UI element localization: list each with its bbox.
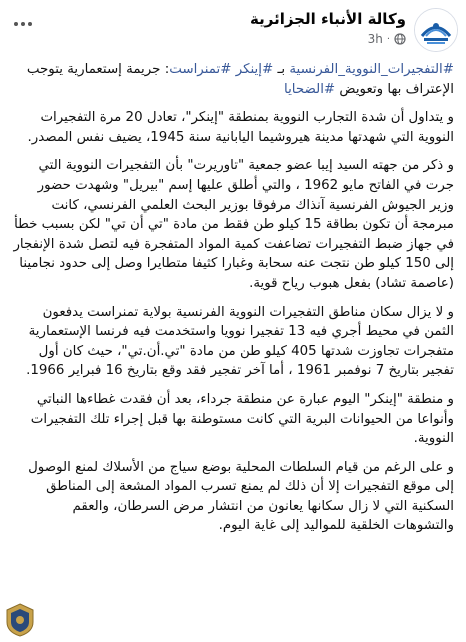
post-header <box>8 6 458 54</box>
more-options-icon[interactable] <box>8 14 38 34</box>
post-time[interactable]: 3h <box>367 32 383 46</box>
post-paragraph: و على الرغم من قيام السلطات المحلية بوضع سياج من الأسلاك لمنع الوصول إلى موقع التفجيرات إلا أن ذلك لم يمنع تسرب المواد المشعة إلى المناطق السكنية التي لا زال سكانها يعانون من انتشار مرض السرطان، والعقم والتشوهات الخلقية للمواليد إلى غاية اليوم. <box>28 459 454 534</box>
post-title <box>12 60 454 99</box>
meta-separator: · <box>386 33 390 45</box>
hashtag-inker[interactable]: #إينكر <box>235 62 274 77</box>
hashtag-nuclear-tests[interactable]: #التفجيرات_النووية_الفرنسية <box>289 62 454 77</box>
post-paragraph: و ذكر من جهته السيد إيبا عضو جمعية "تاوريرت" بأن التفجيرات النووية التي جرت في الفاتح مايو 1962 ، والتي أطلق عليها إسم "بيريل" وشهدت حضور وزير الجيوش الفرنسية آنذاك مرفوقا بوزير البحث العلمي الفرنسي، كانت مبرمجة أن تكون بطاقة 15 كيلو طن فقط من مادة "تي أن تي" لكن بسبب خطأ في جهاز ضبط التفجيرات تضاعفت كمية المواد المتفجرة فيه لتصل شدة الإنفجار إلى 150 كيلو طن نتجت عنه سحابة وغبارا كثيفا متطايرا وصل إلى حدود نجامينا (عاصمة تشاد) بفعل هبوب رياح قوية. <box>13 158 454 291</box>
title-text: : جريمة إستعمارية يتوجب الإعتراف بها وتعويض <box>26 62 454 97</box>
page-name[interactable]: وكالة الأنباء الجزائرية <box>250 10 406 28</box>
watermark-logo-icon <box>4 602 36 638</box>
post-paragraph: و منطقة "إينكر" اليوم عبارة عن منطقة جرداء، بعد أن فقدت غطاءها النباتي وأنواعا من الحيوانات البرية التي كانت مستوطنة بها قبل إجراء تلك التفجيرات النووية. <box>30 391 454 447</box>
post-meta <box>368 32 406 46</box>
hashtag-victims[interactable]: #الضحايا <box>283 81 336 97</box>
post-body <box>12 60 454 545</box>
post-paragraph: و لا يزال سكان مناطق التفجيرات النووية الفرنسية بولاية تمنراست يدفعون الثمن في محيط أجري فيه 13 تفجيرا نوويا واستخدمت فيه فرنسا الإستعمارية متفجرات تجاوزت شدتها 405 كيلو طن من مادة "تي.أن.تي"، حيث كان أول تفجير بتاريخ 7 نوفمبر 1961 ، أما آخر تفجير فقد وقع بتاريخ 16 فبراير 1966. <box>26 304 454 379</box>
hashtag-tamanrasset[interactable]: #تمنراست <box>169 62 232 77</box>
aps-logo-icon[interactable] <box>414 8 458 52</box>
title-text: بـ <box>273 62 290 77</box>
post-paragraph: و يتداول أن شدة التجارب النووية بمنطقة "إينكر"، تعادل 20 مرة التفجيرات النووية التي شهدتها مدينة هيروشيما اليابانية سنة 1945، يضيف نفس المصدر. <box>27 110 454 145</box>
globe-icon <box>394 33 406 45</box>
